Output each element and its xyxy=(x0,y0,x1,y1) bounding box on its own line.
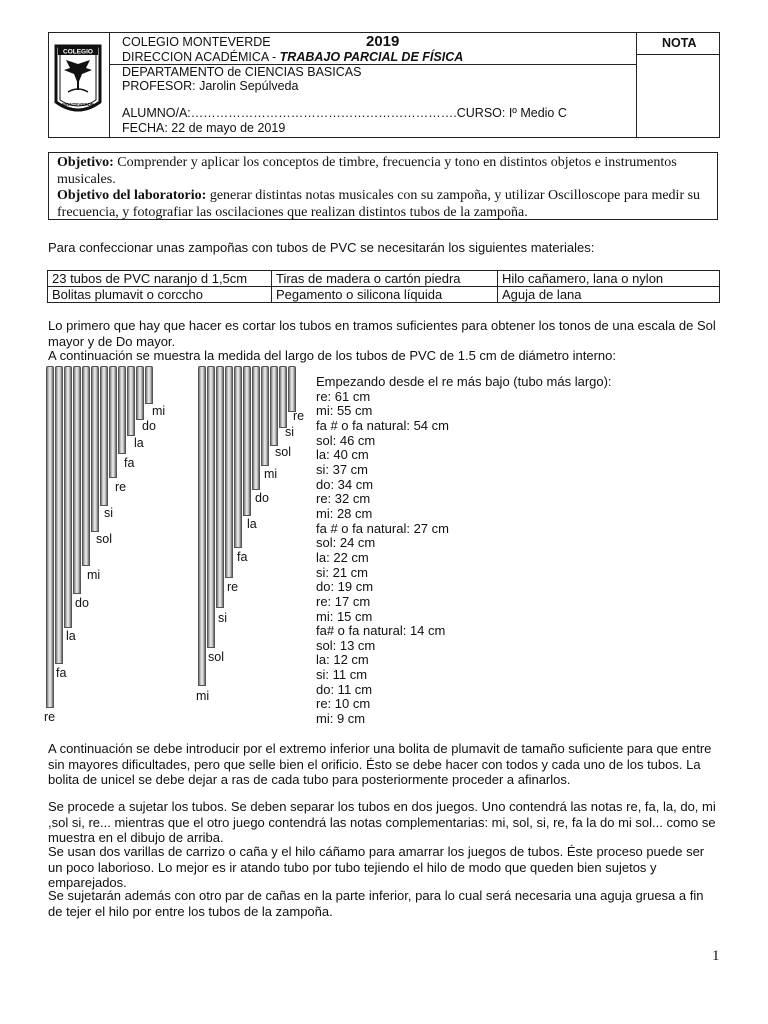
tube xyxy=(261,366,269,466)
lengths-title: Empezando desde el re más bajo (tubo más largo): xyxy=(316,374,612,389)
note-label: do xyxy=(75,596,89,610)
note-label: mi xyxy=(87,568,101,582)
school-crest-icon xyxy=(48,32,108,136)
student-field[interactable]: ALUMNO/A:……………………………………………………….CURSO: Iº Medio C xyxy=(122,106,567,120)
note-label: mi xyxy=(152,404,166,418)
table-row xyxy=(48,287,720,303)
list-item: re: 32 cm xyxy=(316,491,371,507)
department: DEPARTAMENTO de CIENCIAS BASICAS xyxy=(122,65,362,79)
table-cell: 23 tubos de PVC naranjo d 1,5cm xyxy=(48,271,272,287)
list-item: si: 21 cm xyxy=(316,564,369,580)
needle-paragraph: Se sujetarán además con otro par de cañas en la parte inferior, para lo cual será necesaria una aguja gruesa a fin de tejer el hilo por entre los tubos de la zampoña. xyxy=(48,888,704,919)
tube xyxy=(91,366,99,532)
school-year: 2019 xyxy=(366,33,400,50)
tube xyxy=(55,366,63,664)
objectives-box xyxy=(48,152,718,220)
list-item: si: 37 cm xyxy=(316,461,369,477)
list-item: re: 10 cm xyxy=(316,696,371,712)
note-label: re xyxy=(44,710,56,724)
table-cell: Tiras de madera o cartón piedra xyxy=(272,271,498,287)
tube xyxy=(100,366,108,506)
svg-text:MONTEVERDE: MONTEVERDE xyxy=(62,102,94,107)
teacher: PROFESOR: Jarolin Sepúlveda xyxy=(122,79,299,93)
tube xyxy=(279,366,287,428)
materials-intro: Para confeccionar unas zampoñas con tubos de PVC se necesitarán los siguientes materiales: xyxy=(48,240,595,255)
tube xyxy=(82,366,90,566)
list-item: fa # o fa natural: 54 cm xyxy=(316,417,449,433)
note-label: mi xyxy=(264,467,278,481)
tube xyxy=(216,366,224,608)
list-item: la: 22 cm xyxy=(316,549,369,565)
note-label: re xyxy=(227,580,239,594)
table-cell: Aguja de lana xyxy=(498,287,720,303)
list-item: fa# o fa natural: 14 cm xyxy=(316,623,446,639)
note-label: do xyxy=(142,419,156,433)
list-item: re: 17 cm xyxy=(316,593,371,609)
note-label: la xyxy=(247,517,257,531)
tube xyxy=(73,366,81,594)
list-item: sol: 46 cm xyxy=(316,432,376,448)
note-label: si xyxy=(104,506,114,520)
logo-cell xyxy=(48,32,110,138)
tube xyxy=(127,366,135,436)
list-item: do: 19 cm xyxy=(316,579,374,595)
materials-table xyxy=(47,270,720,303)
tube xyxy=(118,366,126,454)
page-number: 1 xyxy=(712,948,720,964)
ball-paragraph: A continuación se debe introducir por el extremo inferior una bolita de plumavit de tamaño suficiente para que entre sin mayores dificultades, pero que selle bien el orificio. Ésto se debe hacer con todos y cada uno de los tubos. La bolita de unicel se debe dejar a ras de cada tubo para posteriormente proceder a afinarlos. xyxy=(48,741,712,787)
rods-paragraph: Se usan dos varillas de carrizo o caña y el hilo cáñamo para amarrar los juegos de tubos. Éste proceso puede ser un poco laborioso. Lo mejor es ir atando tubo por tubo tejiendo el hilo de modo que queden bien sujetos y emparejados. xyxy=(48,844,705,890)
tube xyxy=(252,366,260,490)
nota-divider xyxy=(636,54,720,55)
hold-paragraph: Se procede a sujetar los tubos. Se deben separar los tubos en dos juegos. Uno contendrá las notas re, fa, la, do, mi ,sol si, re... mientras que el otro juego contendrá las notas complementarias: mi, sol, si, re, fa la do mi sol... como se muestra en el dibujo de arriba. xyxy=(48,799,716,845)
list-item: fa # o fa natural: 27 cm xyxy=(316,520,449,536)
list-item: si: 11 cm xyxy=(316,667,368,683)
tube xyxy=(207,366,215,648)
note-label: fa xyxy=(124,456,135,470)
table-cell: Pegamento o silicona líquida xyxy=(272,287,498,303)
note-label: do xyxy=(255,491,269,505)
note-label: sol xyxy=(275,445,291,459)
tube xyxy=(288,366,296,412)
svg-text:COLEGIO: COLEGIO xyxy=(63,48,93,56)
table-cell: Hilo cañamero, lana o nylon xyxy=(498,271,720,287)
list-item: sol: 13 cm xyxy=(316,637,376,653)
table-row xyxy=(48,271,720,287)
list-item: mi: 28 cm xyxy=(316,505,373,521)
list-item: re: 61 cm xyxy=(316,388,371,404)
list-item: do: 34 cm xyxy=(316,476,374,492)
tube xyxy=(243,366,251,516)
note-label: la xyxy=(134,436,144,450)
list-item: mi: 9 cm xyxy=(316,711,366,727)
measure-paragraph: A continuación se muestra la medida del largo de los tubos de PVC de 1.5 cm de diámetro interno: xyxy=(48,348,616,363)
note-label: si xyxy=(285,425,295,439)
list-item: la: 40 cm xyxy=(316,447,369,463)
tube xyxy=(145,366,153,404)
note-label: sol xyxy=(208,650,224,664)
list-item: do: 11 cm xyxy=(316,681,373,697)
note-label: re xyxy=(115,480,127,494)
tube xyxy=(270,366,278,446)
cut-paragraph: Lo primero que hay que hacer es cortar los tubos en tramos suficientes para obtener los tonos de una escala de Sol mayor y de Do mayor. xyxy=(48,318,716,349)
tube xyxy=(198,366,206,686)
list-item: sol: 24 cm xyxy=(316,535,376,551)
nota-label: NOTA xyxy=(662,36,697,50)
lab-objective: Objetivo del laboratorio: generar distintas notas musicales con su zampoña, y utilizar Oscilloscope para medir su frecuencia, y fotografiar las oscilaciones que realizan distintos tubos de la zampoña. xyxy=(57,188,701,220)
note-label: re xyxy=(293,409,305,423)
objective: Objetivo: Comprender y aplicar los conceptos de timbre, frecuencia y tono en distintos objetos e instrumentos musicales. xyxy=(57,155,677,187)
table-cell: Bolitas plumavit o corccho xyxy=(48,287,272,303)
list-item: mi: 15 cm xyxy=(316,608,373,624)
tube xyxy=(64,366,72,628)
academic-direction: DIRECCION ACADÉMICA - TRABAJO PARCIAL DE FÍSICA xyxy=(122,50,464,64)
note-label: fa xyxy=(56,666,67,680)
note-label: la xyxy=(66,629,76,643)
list-item: mi: 55 cm xyxy=(316,403,373,419)
tube xyxy=(136,366,144,420)
school-name: COLEGIO MONTEVERDE xyxy=(122,35,271,49)
list-item: la: 12 cm xyxy=(316,652,369,668)
note-label: si xyxy=(218,611,228,625)
note-label: sol xyxy=(96,532,112,546)
tube xyxy=(46,366,54,708)
tube xyxy=(234,366,242,548)
tube-lengths-list xyxy=(316,375,612,727)
tube xyxy=(225,366,233,578)
tube xyxy=(109,366,117,478)
note-label: fa xyxy=(237,550,248,564)
work-title: TRABAJO PARCIAL DE FÍSICA xyxy=(279,50,464,64)
date: FECHA: 22 de mayo de 2019 xyxy=(122,121,286,135)
note-label: mi xyxy=(196,689,210,703)
